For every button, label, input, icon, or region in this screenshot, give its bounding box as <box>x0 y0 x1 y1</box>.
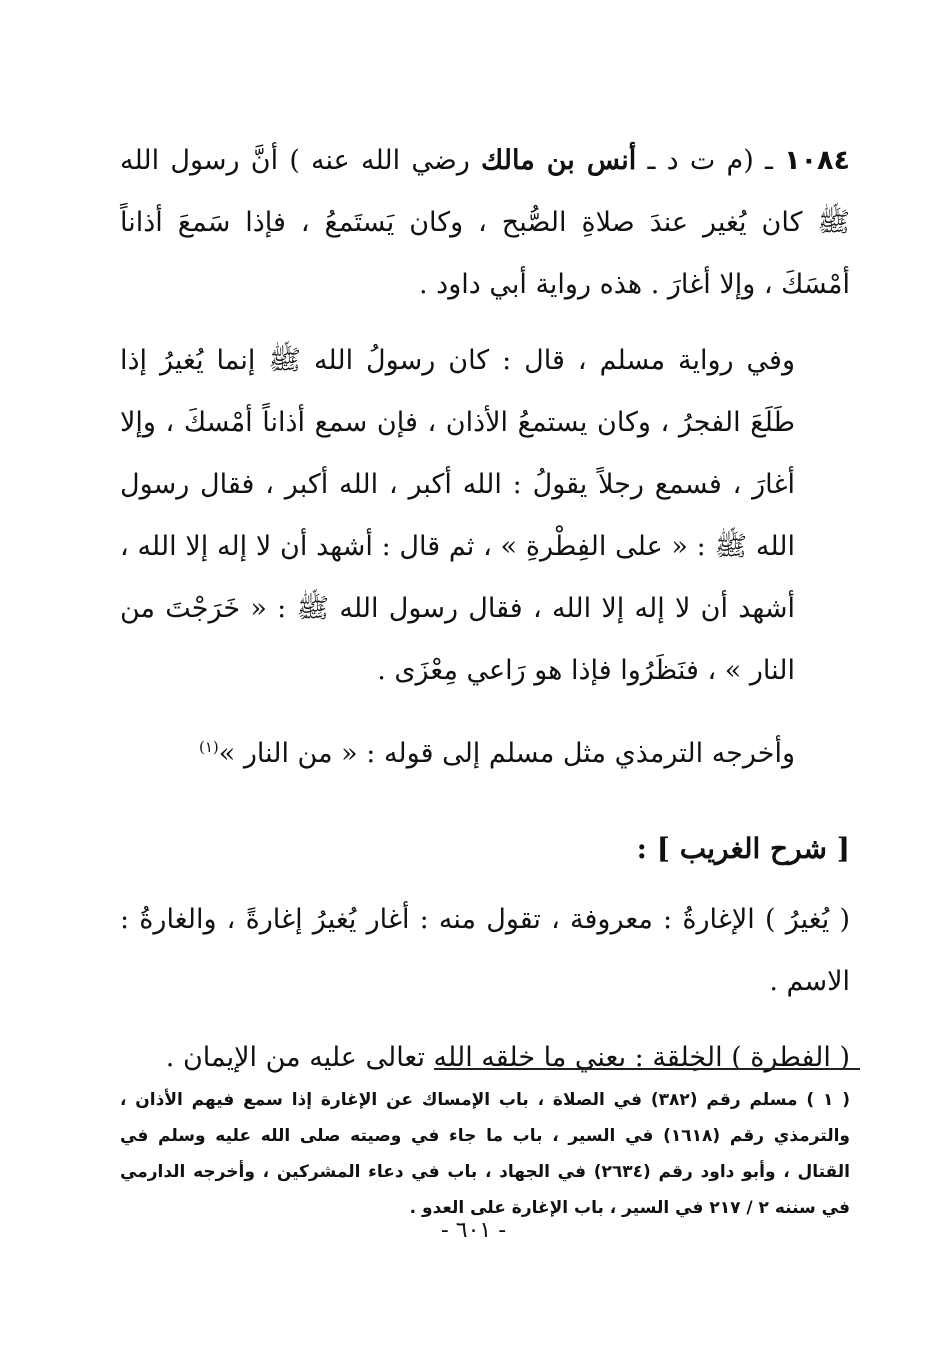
muslim-version-text: وفي رواية مسلم ، قال : كان رسولُ الله ﷺ إنما يُغيرُ إذا طَلَعَ الفجرُ ، وكان يستمعُ الأذان ، فإن سمع أذاناً أمْسكَ ، وإلا أغارَ ، فسمع رجلاً يقولُ : الله أكبر ، الله أكبر ، فقال رسول الله ﷺ : « على الفِطْرةِ » ، ثم قال : أشهد أن لا إله إلا الله ، أشهد أن لا إله إلا الله ، فقال رسول الله ﷺ : « خَرَجْتَ من النار » ، فنَظَرُوا فإذا هو رَاعي مِعْزَى . <box>120 345 795 686</box>
glossary-term: ( يُغيرُ ) <box>764 904 850 935</box>
glossary-definition: الخِلقة : يعني ما خلقه الله تعالى عليه من الإيمان . <box>165 1042 723 1073</box>
hadith-number: ١٠٨٤ <box>784 145 851 176</box>
glossary-entry <box>120 1027 850 1089</box>
tirmidhi-note-paragraph <box>120 716 850 785</box>
muslim-version-paragraph <box>120 330 850 702</box>
hadith-paragraph <box>120 130 850 316</box>
footnote-marker: (١) <box>198 738 219 756</box>
glossary-term: ( الفطرة ) <box>731 1042 850 1073</box>
hadith-text: رضي الله عنه ) أنَّ رسول الله ﷺ كان يُغير عندَ صلاةِ الصُّبح ، وكان يَستَمعُ ، فإذا سَمعَ أذاناً أمْسَكَ ، وإلا أغارَ . هذه رواية أبي داود . <box>120 145 850 300</box>
page-body <box>120 130 850 1089</box>
glossary-definition: الإغارةُ : معروفة ، تقول منه : أغار يُغيرُ إغارةً ، والغارةُ : الاسم . <box>120 904 850 997</box>
tirmidhi-note-text: وأخرجه الترمذي مثل مسلم إلى قوله : « من النار » <box>218 738 795 769</box>
footnote <box>120 1082 850 1226</box>
source-codes: (م ت د ـ <box>647 145 754 176</box>
footnote-text: ( ١ ) مسلم رقم (٣٨٢) في الصلاة ، باب الإمساك عن الإغارة إذا سمع فيهم الأذان ، والترمذي رقم (١٦١٨) في السير ، باب ما جاء في وصيته صلى الله عليه وسلم في القتال ، وأبو داود رقم (٢٦٣٤) في الجهاد ، باب في دعاء المشركين ، وأخرجه الدارمي في سننه ٢ / ٢١٧ في السير ، باب الإغارة على العدو . <box>120 1090 851 1218</box>
hadith-dash: ـ <box>764 145 773 176</box>
glossary-entry <box>120 889 850 1013</box>
footnote-divider <box>434 1068 860 1070</box>
page-number: - ٦٠١ - <box>440 1218 507 1243</box>
glossary-heading: [ شرح الغريب ] : <box>636 832 850 865</box>
narrator-name: أنس بن مالك <box>481 145 637 176</box>
